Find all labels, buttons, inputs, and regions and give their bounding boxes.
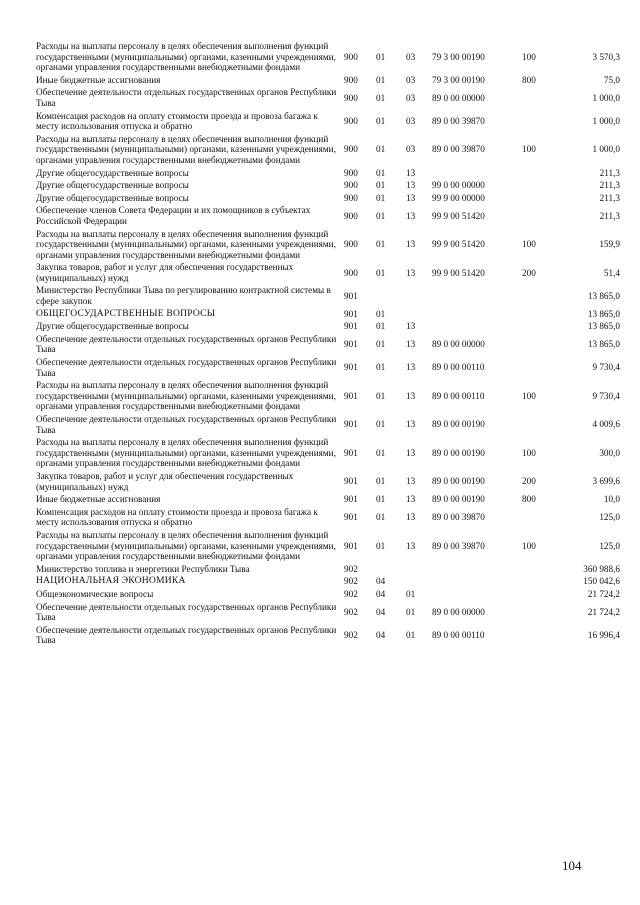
table-row	[36, 86, 620, 109]
row-name: Другие общегосударственные вопросы	[36, 167, 189, 178]
row-subsection-code: 03	[406, 115, 416, 126]
row-section-code: 01	[376, 512, 386, 523]
row-subsection-code: 13	[406, 180, 416, 191]
row-section-code: 01	[376, 476, 386, 487]
row-subsection-code: 13	[406, 210, 416, 221]
row-amount: 211,3	[599, 192, 620, 203]
row-target-article-code: 89 0 00 39870	[432, 512, 485, 523]
row-subsection-code: 13	[406, 512, 416, 523]
row-amount: 159,9	[599, 239, 620, 250]
row-section-code: 01	[376, 167, 386, 178]
row-grbs-code: 900	[344, 239, 358, 250]
row-target-article-code: 99 0 00 00000	[432, 180, 485, 191]
table-row	[36, 356, 620, 379]
row-expense-type-code	[522, 110, 558, 133]
row-subsection-code	[406, 284, 432, 307]
row-target-article-code	[432, 308, 522, 321]
row-name: Расходы на выплаты персоналу в целях обеспечения выполнения функций государственными (муниципальными) органами, казенными учреждениями, органами управления государственными внебюджетными фондами	[36, 133, 336, 165]
row-amount: 16 996,4	[587, 629, 620, 640]
row-target-article-code: 99 9 00 51420	[432, 239, 485, 250]
row-target-article-code	[432, 588, 522, 601]
row-amount: 125,0	[599, 540, 620, 551]
row-section-code: 01	[376, 540, 386, 551]
row-grbs-code: 900	[344, 115, 358, 126]
row-amount: 1 000,0	[592, 92, 620, 103]
row-grbs-code: 901	[344, 308, 358, 319]
row-section-code: 01	[376, 180, 386, 191]
table-row	[36, 110, 620, 133]
row-subsection-code: 13	[406, 540, 416, 551]
row-subsection-code: 03	[406, 92, 416, 103]
row-expense-type-code: 100	[522, 144, 536, 155]
row-expense-type-code: 800	[522, 74, 536, 85]
row-grbs-code: 900	[344, 267, 358, 278]
row-grbs-code: 902	[344, 588, 358, 599]
table-row	[36, 308, 620, 321]
table-row	[36, 563, 620, 576]
row-target-article-code: 79 3 00 00190	[432, 74, 485, 85]
table-row	[36, 192, 620, 205]
table-row	[36, 228, 620, 262]
row-grbs-code: 900	[344, 192, 358, 203]
row-subsection-code: 13	[406, 192, 416, 203]
row-grbs-code: 900	[344, 144, 358, 155]
row-name: НАЦИОНАЛЬНАЯ ЭКОНОМИКА	[36, 575, 186, 587]
row-subsection-code: 03	[406, 51, 416, 62]
row-target-article-code: 89 0 00 00110	[432, 362, 485, 373]
table-row	[36, 179, 620, 192]
row-amount: 21 724,2	[587, 588, 620, 599]
row-subsection-code: 13	[406, 339, 416, 350]
row-section-code: 04	[376, 576, 386, 587]
row-amount: 4 009,6	[592, 419, 620, 430]
row-name: ОБЩЕГОСУДАРСТВЕННЫЕ ВОПРОСЫ	[36, 307, 216, 319]
row-section-code: 01	[376, 494, 386, 505]
row-expense-type-code: 100	[522, 239, 536, 250]
row-target-article-code: 89 0 00 00110	[432, 629, 485, 640]
row-grbs-code: 901	[344, 339, 358, 350]
row-name: Компенсация расходов на оплату стоимости проезда и провоза багажа к месту использования отпуска и обратно	[36, 110, 318, 132]
row-target-article-code: 89 0 00 39870	[432, 540, 485, 551]
row-amount: 211,3	[599, 210, 620, 221]
row-subsection-code	[406, 563, 432, 576]
row-amount: 9 730,4	[592, 362, 620, 373]
row-grbs-code: 902	[344, 606, 358, 617]
row-grbs-code: 901	[344, 494, 358, 505]
row-expense-type-code	[522, 506, 558, 529]
row-amount: 75,0	[603, 74, 620, 85]
table-row	[36, 320, 620, 333]
row-grbs-code: 901	[344, 321, 358, 332]
row-name: Обеспечение деятельности отдельных государственных органов Республики Тыва	[36, 601, 337, 623]
row-name: Расходы на выплаты персоналу в целях обеспечения выполнения функций государственными (муниципальными) органами, казенными учреждениями, органами управления государственными внебюджетными фондами	[36, 529, 336, 562]
table-row	[36, 133, 620, 167]
row-target-article-code	[432, 167, 522, 180]
row-section-code: 04	[376, 606, 386, 617]
table-row	[36, 436, 620, 470]
row-section-code: 01	[376, 267, 386, 278]
table-row	[36, 167, 620, 180]
row-target-article-code	[432, 575, 522, 588]
row-subsection-code: 01	[406, 588, 416, 599]
row-name: Иные бюджетные ассигнования	[36, 494, 161, 505]
row-amount: 150 042,6	[583, 576, 620, 587]
row-expense-type-code: 100	[522, 51, 536, 62]
row-name: Обеспечение членов Совета Федерации и их помощников в субъектах Российской Федерации	[36, 205, 311, 226]
row-name: Другие общегосударственные вопросы	[36, 321, 189, 332]
row-name: Компенсация расходов на оплату стоимости проезда и провоза багажа к месту использования отпуска и обратно	[36, 506, 318, 528]
row-grbs-code: 901	[344, 419, 358, 430]
row-expense-type-code	[522, 356, 558, 379]
row-section-code: 04	[376, 629, 386, 640]
row-section-code: 01	[376, 192, 386, 203]
row-target-article-code: 89 0 00 00190	[432, 419, 485, 430]
table-row	[36, 588, 620, 601]
row-section-code: 04	[376, 588, 386, 599]
row-name: Другие общегосударственные вопросы	[36, 192, 189, 203]
row-target-article-code: 89 0 00 00190	[432, 476, 485, 487]
row-grbs-code: 901	[344, 447, 358, 458]
row-name: Расходы на выплаты персоналу в целях обеспечения выполнения функций государственными (муниципальными) органами, казенными учреждениями, органами управления государственными внебюджетными фондами	[36, 41, 336, 73]
row-target-article-code: 99 9 00 00000	[432, 192, 485, 203]
row-section-code: 01	[376, 92, 386, 103]
row-name: Закупка товаров, работ и услуг для обеспечения государственных (муниципальных) нужд	[36, 470, 294, 492]
row-amount: 211,3	[599, 167, 620, 178]
row-target-article-code: 99 9 00 51420	[432, 267, 485, 278]
row-amount: 13 865,0	[587, 290, 620, 301]
row-target-article-code: 89 0 00 00000	[432, 606, 485, 617]
row-grbs-code: 900	[344, 180, 358, 191]
row-amount: 9 730,4	[592, 390, 620, 401]
table-row	[36, 40, 620, 74]
row-section-code: 01	[376, 74, 386, 85]
table-row	[36, 261, 620, 284]
row-target-article-code: 89 0 00 00190	[432, 494, 485, 505]
page-number: 104	[562, 858, 582, 873]
table-row	[36, 470, 620, 493]
row-section-code	[376, 284, 406, 307]
row-expense-type-code	[522, 588, 558, 601]
row-amount: 3 570,3	[592, 51, 620, 62]
row-expense-type-code: 200	[522, 267, 536, 278]
row-name: Обеспечение деятельности отдельных государственных органов Республики Тыва	[36, 624, 337, 646]
row-subsection-code: 03	[406, 74, 416, 85]
row-target-article-code: 99 9 00 51420	[432, 210, 485, 221]
row-section-code: 01	[376, 210, 386, 221]
row-subsection-code: 13	[406, 362, 416, 373]
row-amount: 13 865,0	[587, 321, 620, 332]
row-expense-type-code	[522, 167, 558, 180]
row-grbs-code: 901	[344, 390, 358, 401]
row-expense-type-code	[522, 333, 558, 356]
row-expense-type-code: 100	[522, 540, 536, 551]
row-name: Общеэкономические вопросы	[36, 588, 154, 599]
row-grbs-code: 900	[344, 210, 358, 221]
row-expense-type-code	[522, 192, 558, 205]
row-subsection-code	[406, 308, 432, 321]
row-grbs-code: 900	[344, 74, 358, 85]
row-expense-type-code: 100	[522, 447, 536, 458]
row-amount: 51,4	[603, 267, 620, 278]
row-expense-type-code: 200	[522, 476, 536, 487]
row-section-code: 01	[376, 144, 386, 155]
row-expense-type-code	[522, 320, 558, 333]
row-subsection-code: 03	[406, 144, 416, 155]
row-expense-type-code	[522, 413, 558, 436]
row-name: Расходы на выплаты персоналу в целях обеспечения выполнения функций государственными (муниципальными) органами, казенными учреждениями, органами управления государственными внебюджетными фондами	[36, 437, 336, 469]
table-row	[36, 493, 620, 506]
row-amount: 300,0	[599, 447, 620, 458]
row-subsection-code: 13	[406, 321, 416, 332]
row-expense-type-code	[522, 284, 558, 307]
table-row	[36, 413, 620, 436]
row-subsection-code: 13	[406, 419, 416, 430]
row-grbs-code: 902	[344, 563, 358, 574]
row-target-article-code: 89 0 00 00000	[432, 92, 485, 103]
row-grbs-code: 900	[344, 167, 358, 178]
row-amount: 10,0	[603, 494, 620, 505]
row-expense-type-code	[522, 204, 558, 227]
row-section-code: 01	[376, 419, 386, 430]
row-expense-type-code	[522, 563, 558, 576]
table-row	[36, 529, 620, 563]
table-row	[36, 575, 620, 588]
row-amount: 211,3	[599, 180, 620, 191]
row-subsection-code: 13	[406, 239, 416, 250]
table-body	[36, 40, 620, 647]
row-target-article-code	[432, 284, 522, 307]
row-subsection-code: 13	[406, 494, 416, 505]
row-name: Расходы на выплаты персоналу в целях обеспечения выполнения функций государственными (муниципальными) органами, казенными учреждениями, органами управления государственными внебюджетными фондами	[36, 380, 336, 412]
row-name: Обеспечение деятельности отдельных государственных органов Республики Тыва	[36, 87, 337, 108]
row-subsection-code: 01	[406, 606, 416, 617]
row-section-code: 01	[376, 115, 386, 126]
row-target-article-code: 89 0 00 00190	[432, 447, 485, 458]
row-subsection-code: 13	[406, 167, 416, 178]
row-section-code: 01	[376, 447, 386, 458]
row-section-code: 01	[376, 51, 386, 62]
row-section-code: 01	[376, 362, 386, 373]
row-name: Иные бюджетные ассигнования	[36, 74, 161, 85]
table-row	[36, 74, 620, 87]
row-amount: 13 865,0	[587, 308, 620, 319]
row-target-article-code: 89 0 00 39870	[432, 115, 485, 126]
row-expense-type-code	[522, 575, 558, 588]
row-section-code: 01	[376, 239, 386, 250]
row-target-article-code	[432, 320, 522, 333]
row-grbs-code: 900	[344, 51, 358, 62]
row-section-code: 01	[376, 339, 386, 350]
row-target-article-code: 79 3 00 00190	[432, 51, 485, 62]
row-expense-type-code: 800	[522, 494, 536, 505]
row-grbs-code: 900	[344, 92, 358, 103]
table-row	[36, 204, 620, 227]
row-section-code	[376, 563, 406, 576]
row-subsection-code: 13	[406, 447, 416, 458]
row-amount: 1 000,0	[592, 115, 620, 126]
row-subsection-code: 13	[406, 390, 416, 401]
row-name: Министерство топлива и энергетики Республики Тыва	[36, 563, 250, 574]
row-name: Расходы на выплаты персоналу в целях обеспечения выполнения функций государственными (муниципальными) органами, казенными учреждениями, органами управления государственными внебюджетными фондами	[36, 228, 336, 260]
row-amount: 13 865,0	[587, 339, 620, 350]
row-grbs-code: 901	[344, 540, 358, 551]
row-grbs-code: 901	[344, 362, 358, 373]
row-section-code: 01	[376, 308, 386, 319]
row-target-article-code: 89 0 00 00110	[432, 390, 485, 401]
row-expense-type-code: 100	[522, 390, 536, 401]
row-subsection-code: 01	[406, 629, 416, 640]
row-grbs-code: 901	[344, 512, 358, 523]
row-name: Обеспечение деятельности отдельных государственных органов Республики Тыва	[36, 414, 337, 435]
row-amount: 125,0	[599, 512, 620, 523]
row-section-code: 01	[376, 390, 386, 401]
table-row	[36, 506, 620, 529]
row-amount: 3 699,6	[592, 476, 620, 487]
row-target-article-code	[432, 563, 522, 576]
row-section-code: 01	[376, 321, 386, 332]
row-expense-type-code	[522, 86, 558, 109]
row-subsection-code	[406, 575, 432, 588]
row-expense-type-code	[522, 601, 558, 624]
row-amount: 21 724,2	[587, 606, 620, 617]
row-grbs-code: 902	[344, 576, 358, 587]
row-amount: 360 988,6	[583, 563, 620, 574]
table-row	[36, 624, 620, 647]
row-expense-type-code	[522, 179, 558, 192]
budget-table	[36, 40, 620, 647]
row-grbs-code: 902	[344, 629, 358, 640]
row-grbs-code: 901	[344, 476, 358, 487]
table-row	[36, 333, 620, 356]
row-name: Закупка товаров, работ и услуг для обеспечения государственных (муниципальных) нужд	[36, 262, 294, 283]
table-row	[36, 379, 620, 413]
row-name: Другие общегосударственные вопросы	[36, 180, 189, 191]
row-target-article-code: 89 0 00 39870	[432, 144, 485, 155]
row-expense-type-code	[522, 624, 558, 647]
row-name: Министерство Республики Тыва по регулированию контрактной системы в сфере закупок	[36, 285, 331, 307]
row-expense-type-code	[522, 308, 558, 321]
table-row	[36, 284, 620, 307]
row-subsection-code: 13	[406, 476, 416, 487]
row-name: Обеспечение деятельности отдельных государственных органов Республики Тыва	[36, 333, 337, 355]
row-name: Обеспечение деятельности отдельных государственных органов Республики Тыва	[36, 357, 337, 378]
table-row	[36, 601, 620, 624]
row-subsection-code: 13	[406, 267, 416, 278]
row-target-article-code: 89 0 00 00000	[432, 339, 485, 350]
row-amount: 1 000,0	[592, 144, 620, 155]
row-grbs-code: 901	[344, 290, 358, 301]
